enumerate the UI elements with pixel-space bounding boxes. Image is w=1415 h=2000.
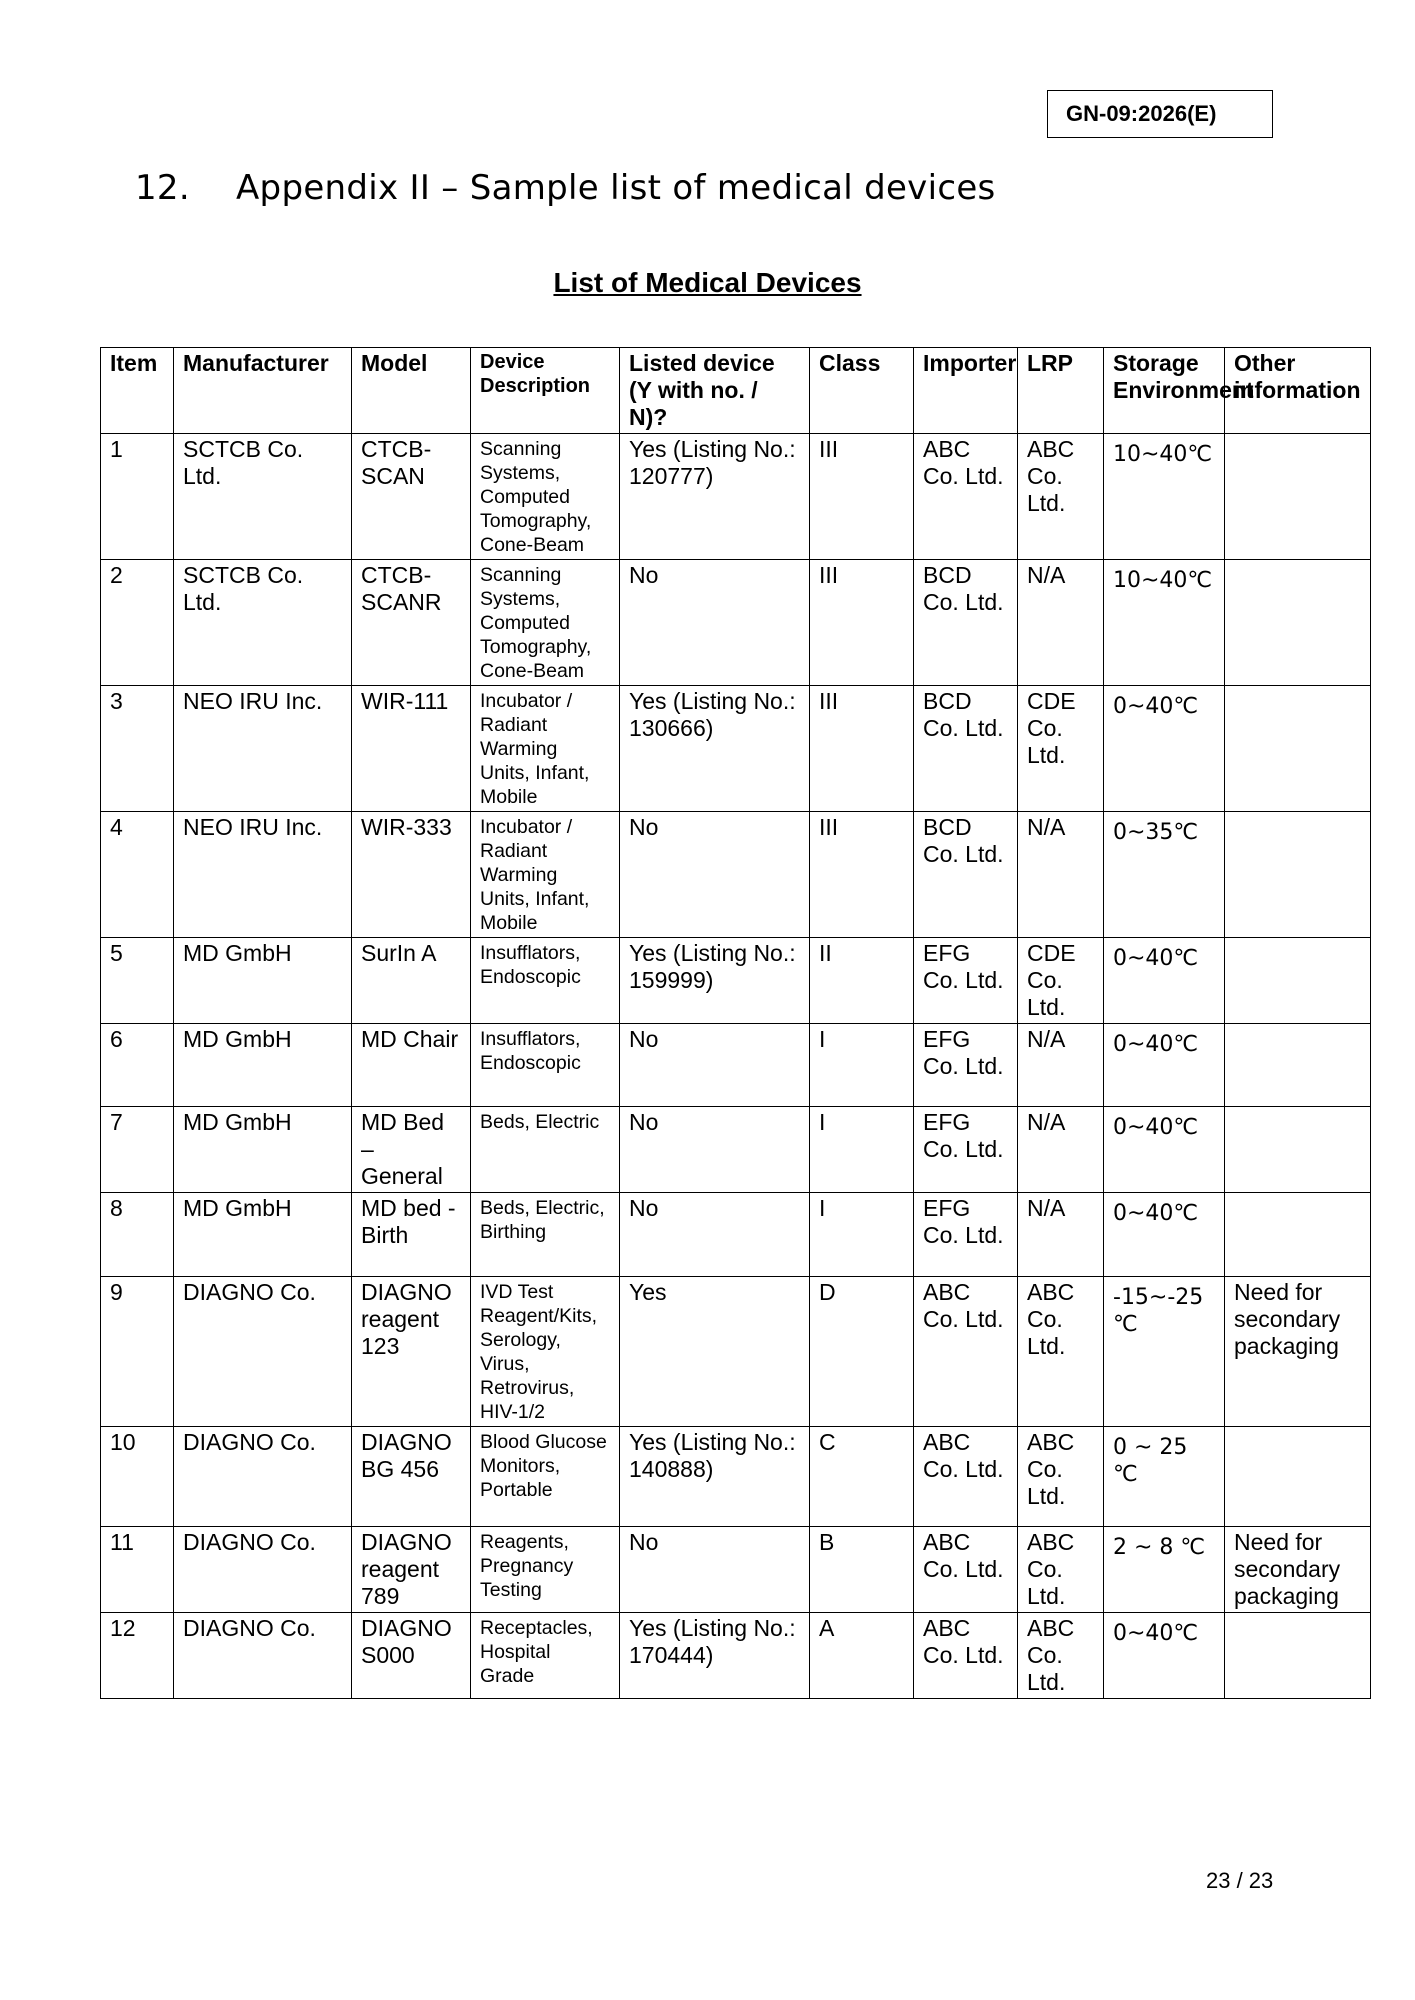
table-row <box>101 1277 1371 1427</box>
cell-model: DIAGNO reagent 123 <box>352 1277 471 1427</box>
cell-device-description: Beds, Electric, Birthing <box>471 1193 620 1277</box>
cell-class: I <box>810 1107 914 1193</box>
cell-model: CTCB-SCANR <box>352 560 471 686</box>
cell-other-information <box>1225 1193 1371 1277</box>
cell-manufacturer: MD GmbH <box>174 1193 352 1277</box>
cell-lrp: ABC Co. Ltd. <box>1018 1427 1104 1527</box>
cell-importer: ABC Co. Ltd. <box>914 1613 1018 1699</box>
cell-listed-device: Yes (Listing No.: 140888) <box>620 1427 810 1527</box>
cell-other-information <box>1225 686 1371 812</box>
cell-manufacturer: SCTCB Co. Ltd. <box>174 434 352 560</box>
cell-model: CTCB-SCAN <box>352 434 471 560</box>
cell-class: A <box>810 1613 914 1699</box>
cell-model: MD Bed – General <box>352 1107 471 1193</box>
cell-other-information <box>1225 560 1371 686</box>
table-row <box>101 1193 1371 1277</box>
table-row <box>101 1107 1371 1193</box>
cell-listed-device: No <box>620 560 810 686</box>
page-number: 23 / 23 <box>1206 1868 1274 1893</box>
cell-class: III <box>810 560 914 686</box>
cell-device-description: Blood Glucose Monitors, Portable <box>471 1427 620 1527</box>
cell-class: III <box>810 434 914 560</box>
cell-storage-environment: -15~-25 ℃ <box>1104 1277 1225 1427</box>
column-header-importer: Importer <box>914 348 1018 434</box>
cell-model: WIR-333 <box>352 812 471 938</box>
cell-storage-environment: 0~35℃ <box>1104 812 1225 938</box>
cell-storage-environment: 2 ~ 8 ℃ <box>1104 1527 1225 1613</box>
section-title: Appendix II – Sample list of medical devices <box>236 168 996 208</box>
cell-class: II <box>810 938 914 1024</box>
cell-other-information <box>1225 812 1371 938</box>
section-heading <box>135 168 996 208</box>
table-row <box>101 1613 1371 1699</box>
cell-storage-environment: 0~40℃ <box>1104 938 1225 1024</box>
cell-manufacturer: DIAGNO Co. <box>174 1527 352 1613</box>
cell-item: 7 <box>101 1107 174 1193</box>
column-header-model: Model <box>352 348 471 434</box>
cell-other-information: Need for secondary packaging <box>1225 1527 1371 1613</box>
table-row <box>101 1024 1371 1107</box>
document-code-box: GN-09:2026(E) <box>1047 90 1273 138</box>
cell-storage-environment: 10~40℃ <box>1104 434 1225 560</box>
cell-storage-environment: 0~40℃ <box>1104 1024 1225 1107</box>
cell-lrp: CDE Co. Ltd. <box>1018 938 1104 1024</box>
section-number: 12. <box>135 168 190 208</box>
cell-listed-device: Yes (Listing No.: 130666) <box>620 686 810 812</box>
cell-item: 4 <box>101 812 174 938</box>
cell-importer: BCD Co. Ltd. <box>914 560 1018 686</box>
cell-device-description: Incubator / Radiant Warming Units, Infant, Mobile <box>471 812 620 938</box>
column-header-lrp: LRP <box>1018 348 1104 434</box>
cell-class: III <box>810 686 914 812</box>
column-header-device-description: Device Description <box>471 348 620 434</box>
cell-other-information <box>1225 434 1371 560</box>
table-row <box>101 938 1371 1024</box>
cell-manufacturer: MD GmbH <box>174 1107 352 1193</box>
table-row <box>101 1527 1371 1613</box>
column-header-listed-device: Listed device (Y with no. / N)? <box>620 348 810 434</box>
table-header-row <box>101 348 1371 434</box>
list-title: List of Medical Devices <box>553 267 862 298</box>
cell-manufacturer: NEO IRU Inc. <box>174 686 352 812</box>
cell-manufacturer: DIAGNO Co. <box>174 1613 352 1699</box>
cell-importer: BCD Co. Ltd. <box>914 812 1018 938</box>
cell-listed-device: Yes (Listing No.: 170444) <box>620 1613 810 1699</box>
cell-importer: EFG Co. Ltd. <box>914 1193 1018 1277</box>
cell-manufacturer: MD GmbH <box>174 1024 352 1107</box>
cell-lrp: CDE Co. Ltd. <box>1018 686 1104 812</box>
column-header-item: Item <box>101 348 174 434</box>
cell-item: 3 <box>101 686 174 812</box>
column-header-manufacturer: Manufacturer <box>174 348 352 434</box>
cell-importer: ABC Co. Ltd. <box>914 1277 1018 1427</box>
cell-manufacturer: NEO IRU Inc. <box>174 812 352 938</box>
cell-item: 5 <box>101 938 174 1024</box>
cell-storage-environment: 0~40℃ <box>1104 1107 1225 1193</box>
cell-device-description: IVD Test Reagent/Kits, Serology, Virus, Retrovirus, HIV-1/2 <box>471 1277 620 1427</box>
cell-listed-device: Yes <box>620 1277 810 1427</box>
cell-device-description: Incubator / Radiant Warming Units, Infant, Mobile <box>471 686 620 812</box>
cell-other-information <box>1225 1107 1371 1193</box>
cell-lrp: N/A <box>1018 812 1104 938</box>
cell-device-description: Scanning Systems, Computed Tomography, Cone-Beam <box>471 434 620 560</box>
column-header-other-information: Other information <box>1225 348 1371 434</box>
cell-device-description: Receptacles, Hospital Grade <box>471 1613 620 1699</box>
cell-device-description: Beds, Electric <box>471 1107 620 1193</box>
table-row <box>101 686 1371 812</box>
cell-lrp: ABC Co. Ltd. <box>1018 1613 1104 1699</box>
cell-model: DIAGNO S000 <box>352 1613 471 1699</box>
cell-class: B <box>810 1527 914 1613</box>
cell-model: MD bed - Birth <box>352 1193 471 1277</box>
cell-lrp: ABC Co. Ltd. <box>1018 434 1104 560</box>
column-header-storage-environment: Storage Environment <box>1104 348 1225 434</box>
cell-manufacturer: MD GmbH <box>174 938 352 1024</box>
cell-importer: ABC Co. Ltd. <box>914 434 1018 560</box>
cell-lrp: N/A <box>1018 1024 1104 1107</box>
cell-item: 2 <box>101 560 174 686</box>
cell-class: III <box>810 812 914 938</box>
cell-manufacturer: SCTCB Co. Ltd. <box>174 560 352 686</box>
medical-devices-table <box>100 347 1371 1699</box>
cell-item: 11 <box>101 1527 174 1613</box>
cell-storage-environment: 0 ~ 25 ℃ <box>1104 1427 1225 1527</box>
cell-model: SurIn A <box>352 938 471 1024</box>
cell-item: 9 <box>101 1277 174 1427</box>
cell-importer: EFG Co. Ltd. <box>914 938 1018 1024</box>
table-row <box>101 1427 1371 1527</box>
cell-model: DIAGNO BG 456 <box>352 1427 471 1527</box>
cell-importer: EFG Co. Ltd. <box>914 1107 1018 1193</box>
cell-device-description: Insufflators, Endoscopic <box>471 1024 620 1107</box>
cell-importer: ABC Co. Ltd. <box>914 1527 1018 1613</box>
cell-other-information <box>1225 1613 1371 1699</box>
cell-manufacturer: DIAGNO Co. <box>174 1277 352 1427</box>
cell-importer: ABC Co. Ltd. <box>914 1427 1018 1527</box>
cell-item: 8 <box>101 1193 174 1277</box>
cell-listed-device: No <box>620 1193 810 1277</box>
cell-importer: BCD Co. Ltd. <box>914 686 1018 812</box>
cell-listed-device: No <box>620 1107 810 1193</box>
cell-item: 10 <box>101 1427 174 1527</box>
cell-manufacturer: DIAGNO Co. <box>174 1427 352 1527</box>
cell-device-description: Insufflators, Endoscopic <box>471 938 620 1024</box>
cell-listed-device: Yes (Listing No.: 120777) <box>620 434 810 560</box>
cell-class: I <box>810 1024 914 1107</box>
cell-listed-device: Yes (Listing No.: 159999) <box>620 938 810 1024</box>
cell-item: 12 <box>101 1613 174 1699</box>
cell-other-information: Need for secondary packaging <box>1225 1277 1371 1427</box>
table-body <box>101 434 1371 1699</box>
cell-lrp: N/A <box>1018 560 1104 686</box>
cell-device-description: Reagents, Pregnancy Testing <box>471 1527 620 1613</box>
cell-other-information <box>1225 1024 1371 1107</box>
cell-model: DIAGNO reagent 789 <box>352 1527 471 1613</box>
cell-listed-device: No <box>620 1527 810 1613</box>
cell-class: I <box>810 1193 914 1277</box>
cell-listed-device: No <box>620 1024 810 1107</box>
cell-other-information <box>1225 938 1371 1024</box>
table-row <box>101 434 1371 560</box>
cell-lrp: ABC Co. Ltd. <box>1018 1277 1104 1427</box>
cell-class: D <box>810 1277 914 1427</box>
cell-item: 1 <box>101 434 174 560</box>
cell-storage-environment: 0~40℃ <box>1104 1613 1225 1699</box>
cell-model: MD Chair <box>352 1024 471 1107</box>
cell-item: 6 <box>101 1024 174 1107</box>
cell-model: WIR-111 <box>352 686 471 812</box>
cell-lrp: N/A <box>1018 1193 1104 1277</box>
column-header-class: Class <box>810 348 914 434</box>
cell-storage-environment: 10~40℃ <box>1104 560 1225 686</box>
cell-storage-environment: 0~40℃ <box>1104 686 1225 812</box>
cell-other-information <box>1225 1427 1371 1527</box>
cell-importer: EFG Co. Ltd. <box>914 1024 1018 1107</box>
table-row <box>101 560 1371 686</box>
cell-storage-environment: 0~40℃ <box>1104 1193 1225 1277</box>
cell-lrp: N/A <box>1018 1107 1104 1193</box>
cell-class: C <box>810 1427 914 1527</box>
cell-listed-device: No <box>620 812 810 938</box>
table-row <box>101 812 1371 938</box>
cell-device-description: Scanning Systems, Computed Tomography, Cone-Beam <box>471 560 620 686</box>
cell-lrp: ABC Co. Ltd. <box>1018 1527 1104 1613</box>
